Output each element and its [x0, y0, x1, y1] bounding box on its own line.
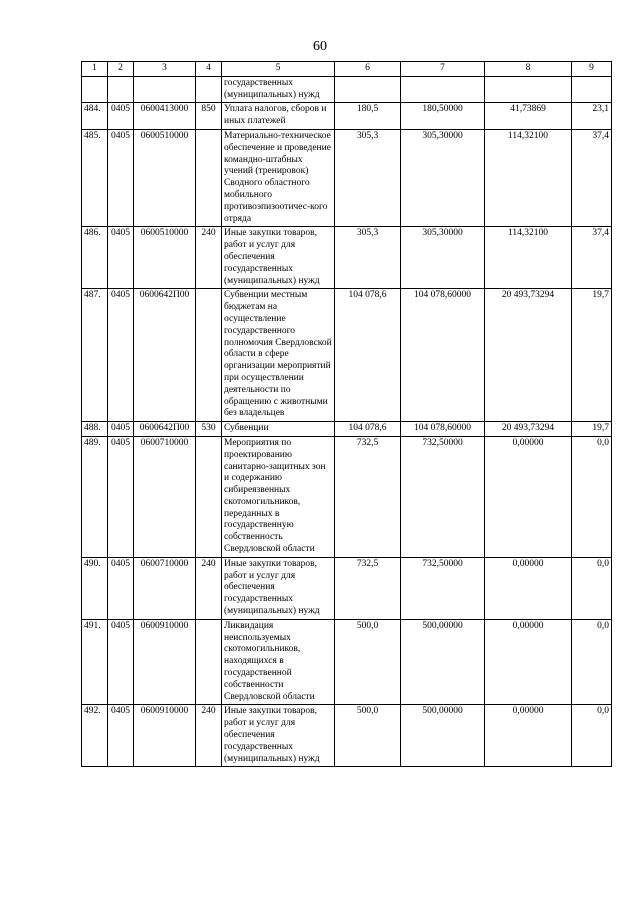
execution-percent: 23,1	[572, 103, 612, 130]
target-article-code: 0600642П00	[134, 289, 196, 422]
target-article-code	[134, 76, 196, 103]
target-article-code: 0600510000	[134, 129, 196, 226]
approved-amount	[401, 76, 485, 103]
row-number: 492.	[82, 705, 108, 767]
executed-amount: 20 493,73294	[485, 289, 572, 422]
table-row	[82, 619, 612, 705]
section-code: 0405	[108, 103, 134, 130]
expense-type-code	[196, 289, 222, 422]
row-number: 485.	[82, 129, 108, 226]
table-row	[82, 436, 612, 557]
item-name: Иные закупки товаров, работ и услуг для обеспечения государственных (муниципальных) нужд	[222, 557, 335, 619]
item-name: Субвенции	[222, 422, 335, 437]
planned-amount: 104 078,6	[335, 289, 401, 422]
approved-amount: 104 078,60000	[401, 422, 485, 437]
target-article-code: 0600413000	[134, 103, 196, 130]
item-name: Уплата налогов, сборов и иных платежей	[222, 103, 335, 130]
row-number: 489.	[82, 436, 108, 557]
section-code: 0405	[108, 422, 134, 437]
planned-amount: 180,5	[335, 103, 401, 130]
executed-amount: 0,00000	[485, 619, 572, 705]
execution-percent: 19,7	[572, 422, 612, 437]
table-row	[82, 289, 612, 422]
section-code: 0405	[108, 227, 134, 289]
executed-amount: 20 493,73294	[485, 422, 572, 437]
target-article-code: 0600710000	[134, 436, 196, 557]
target-article-code: 0600710000	[134, 557, 196, 619]
approved-amount: 104 078,60000	[401, 289, 485, 422]
executed-amount: 114,32100	[485, 227, 572, 289]
execution-percent: 0,0	[572, 705, 612, 767]
execution-percent: 0,0	[572, 436, 612, 557]
item-name: государственных (муниципальных) нужд	[222, 76, 335, 103]
section-code: 0405	[108, 619, 134, 705]
column-header: 6	[335, 62, 401, 77]
expense-type-code: 240	[196, 557, 222, 619]
item-name: Иные закупки товаров, работ и услуг для обеспечения государственных (муниципальных) нужд	[222, 705, 335, 767]
table-row	[82, 129, 612, 226]
row-number: 491.	[82, 619, 108, 705]
executed-amount: 0,00000	[485, 557, 572, 619]
row-number: 490.	[82, 557, 108, 619]
expense-type-code	[196, 129, 222, 226]
expense-type-code: 240	[196, 227, 222, 289]
section-code: 0405	[108, 436, 134, 557]
row-number: 486.	[82, 227, 108, 289]
table-row	[82, 557, 612, 619]
approved-amount: 732,50000	[401, 436, 485, 557]
row-number: 488.	[82, 422, 108, 437]
executed-amount: 0,00000	[485, 436, 572, 557]
table-row	[82, 227, 612, 289]
execution-percent: 37,4	[572, 129, 612, 226]
table-row	[82, 422, 612, 437]
expense-type-code	[196, 76, 222, 103]
approved-amount: 500,00000	[401, 619, 485, 705]
item-name: Ликвидация неиспользуемых скотомогильников, находящихся в государственной собственности Свердловской области	[222, 619, 335, 705]
section-code: 0405	[108, 705, 134, 767]
item-name: Иные закупки товаров, работ и услуг для обеспечения государственных (муниципальных) нужд	[222, 227, 335, 289]
column-header: 2	[108, 62, 134, 77]
planned-amount: 500,0	[335, 619, 401, 705]
item-name: Материально-техническое обеспечение и проведение командно-штабных учений (тренировок) Сводного областного мобильного противоэпизоотичес-кого отряда	[222, 129, 335, 226]
planned-amount: 104 078,6	[335, 422, 401, 437]
planned-amount: 732,5	[335, 557, 401, 619]
execution-percent: 0,0	[572, 619, 612, 705]
target-article-code: 0600510000	[134, 227, 196, 289]
column-header: 3	[134, 62, 196, 77]
budget-table	[81, 61, 612, 767]
target-article-code: 0600910000	[134, 705, 196, 767]
page-number: 60	[313, 39, 327, 54]
table-row	[82, 76, 612, 103]
planned-amount	[335, 76, 401, 103]
expense-type-code	[196, 436, 222, 557]
target-article-code: 0600642П00	[134, 422, 196, 437]
approved-amount: 180,50000	[401, 103, 485, 130]
execution-percent: 19,7	[572, 289, 612, 422]
column-header: 5	[222, 62, 335, 77]
executed-amount	[485, 76, 572, 103]
approved-amount: 732,50000	[401, 557, 485, 619]
expense-type-code: 850	[196, 103, 222, 130]
section-code: 0405	[108, 289, 134, 422]
row-number	[82, 76, 108, 103]
executed-amount: 41,73869	[485, 103, 572, 130]
column-header: 1	[82, 62, 108, 77]
target-article-code: 0600910000	[134, 619, 196, 705]
section-code: 0405	[108, 129, 134, 226]
approved-amount: 500,00000	[401, 705, 485, 767]
approved-amount: 305,30000	[401, 227, 485, 289]
planned-amount: 305,3	[335, 129, 401, 226]
column-header: 4	[196, 62, 222, 77]
execution-percent	[572, 76, 612, 103]
item-name: Субвенции местным бюджетам на осуществление государственного полномочия Свердловской области в сфере организации мероприятий при осуществлении деятельности по обращению с животными без владельцев	[222, 289, 335, 422]
section-code	[108, 76, 134, 103]
table-row	[82, 705, 612, 767]
item-name: Мероприятия по проектированию санитарно-защитных зон и содержанию сибиреязвенных скотомогильников, переданных в государственную собственность Свердловской области	[222, 436, 335, 557]
executed-amount: 0,00000	[485, 705, 572, 767]
planned-amount: 305,3	[335, 227, 401, 289]
planned-amount: 732,5	[335, 436, 401, 557]
expense-type-code	[196, 619, 222, 705]
approved-amount: 305,30000	[401, 129, 485, 226]
execution-percent: 37,4	[572, 227, 612, 289]
row-number: 484.	[82, 103, 108, 130]
row-number: 487.	[82, 289, 108, 422]
planned-amount: 500,0	[335, 705, 401, 767]
execution-percent: 0,0	[572, 557, 612, 619]
column-header: 9	[572, 62, 612, 77]
expense-type-code: 240	[196, 705, 222, 767]
table-header-row	[82, 62, 612, 77]
column-header: 7	[401, 62, 485, 77]
table-row	[82, 103, 612, 130]
executed-amount: 114,32100	[485, 129, 572, 226]
expense-type-code: 530	[196, 422, 222, 437]
section-code: 0405	[108, 557, 134, 619]
column-header: 8	[485, 62, 572, 77]
